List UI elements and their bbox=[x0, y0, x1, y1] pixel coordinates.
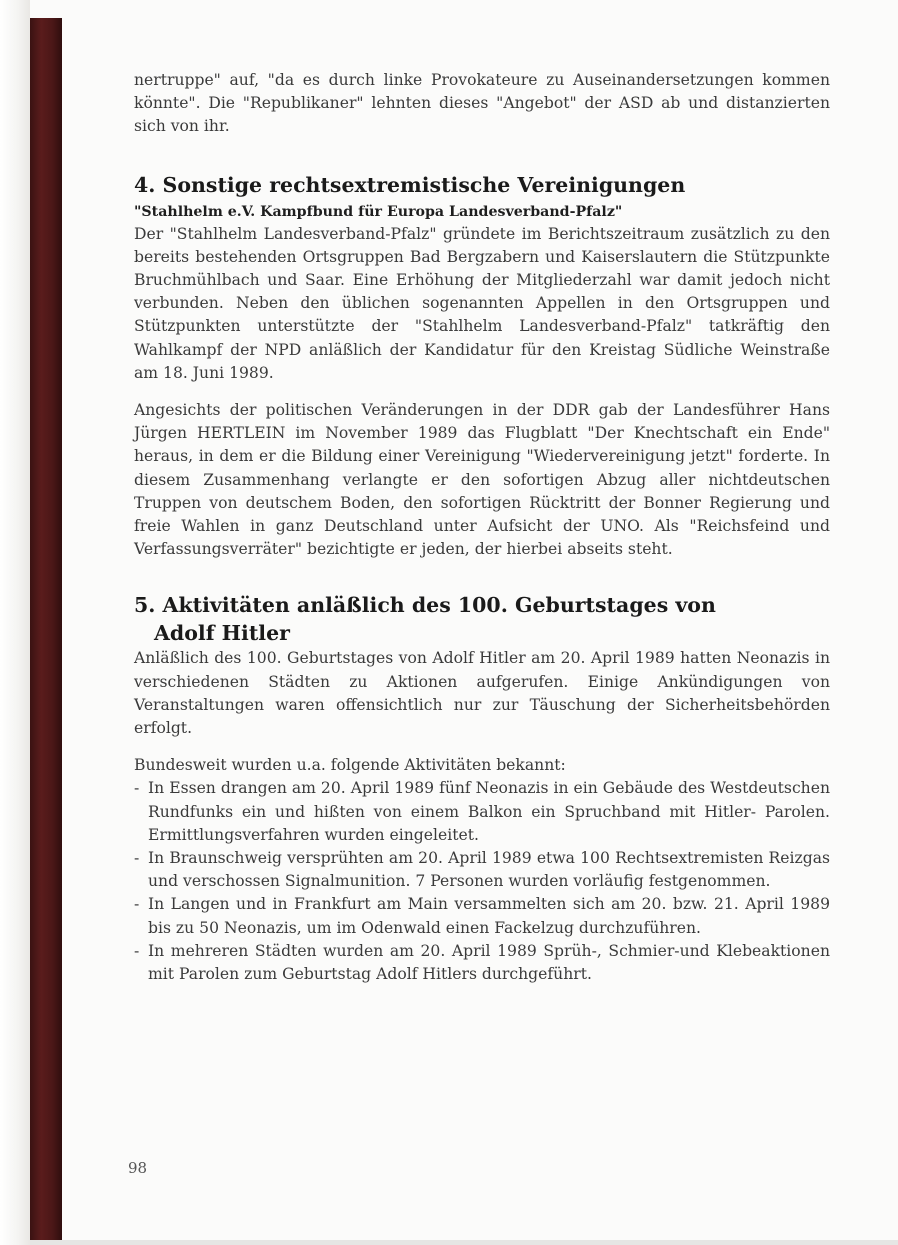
stahlhelm-subheading: "Stahlhelm e.V. Kampfbund für Europa Landesverband-Pfalz" bbox=[134, 203, 623, 220]
list-item-text: In Braunschweig versprühten am 20. April 1989 etwa 100 Rechtsextremisten Reizgas und verschossen Signalmunition. 7 Personen wurden vorläufig festgenommen. bbox=[148, 849, 830, 891]
hitler-birthday-paragraph-2: Bundesweit wurden u.a. folgende Aktivitäten bekannt: bbox=[134, 756, 566, 775]
section-5-heading-line-1: 5. Aktivitäten anläßlich des 100. Geburtstages von bbox=[134, 593, 716, 618]
scan-bottom-edge bbox=[30, 1240, 898, 1245]
continuation-paragraph: nertruppe" auf, "da es durch linke Provokateure zu Auseinandersetzungen kommen könnte". Die "Republikaner" lehnten dieses "Angebot" der ASD ab und distanzierten sich von ihr. bbox=[134, 71, 830, 136]
bullet-marker: - bbox=[134, 941, 140, 960]
stahlhelm-paragraph-2: Angesichts der politischen Veränderungen in der DDR gab der Landesführer Hans Jürgen HERTLEIN im November 1989 das Flugblatt "Der Knechtschaft ein Ende" heraus, in dem er die Bildung einer Vereinigung "Wiedervereinigung jetzt" forderte. In diesem Zusammenhang verlangte er den sofortigen Abzug aller nichtdeutschen Truppen von deutschem Boden, den sofortigen Rücktritt der Bonner Regierung und freie Wahlen in ganz Deutschland unter Aufsicht der UNO. Als "Reichsfeind und Verfassungsverräter" bezichtigte er jeden, der hierbei abseits steht. bbox=[134, 401, 830, 559]
list-item bbox=[134, 847, 830, 893]
stahlhelm-paragraph-1: Der "Stahlhelm Landesverband-Pfalz" gründete im Berichtszeitraum zusätzlich zu den bereits bestehenden Ortsgruppen Bad Bergzabern und Kaiserslautern die Stützpunkte Bruchmühlbach und Saar. Eine Erhöhung der Mitgliederzahl war damit jedoch nicht verbunden. Neben den üblichen sogenannten Appellen in den Ortsgruppen und Stützpunkten unterstützte der "Stahlhelm Landesverband-Pfalz" tatkräftig den Wahlkampf der NPD anläßlich der Kandidatur für den Kreistag Südliche Weinstraße am 18. Juni 1989. bbox=[134, 224, 830, 382]
page-number: 98 bbox=[128, 1159, 148, 1177]
section-4-heading: 4. Sonstige rechtsextremistische Vereinigungen bbox=[134, 172, 686, 197]
bullet-marker: - bbox=[134, 849, 140, 868]
list-item-text: In Langen und in Frankfurt am Main versammelten sich am 20. bzw. 21. April 1989 bis zu 50 Neonazis, um im Odenwald einen Fackelzug durchzuführen. bbox=[148, 895, 830, 937]
list-item-text: In Essen drangen am 20. April 1989 fünf Neonazis in ein Gebäude des Westdeutschen Rundfunks ein und hißten von einem Balkon ein Spruchband mit Hitler- Parolen. Ermittlungsverfahren wurden eingeleitet. bbox=[148, 779, 830, 844]
bullet-marker: - bbox=[134, 895, 140, 914]
activities-list bbox=[134, 777, 830, 986]
list-item bbox=[134, 777, 830, 847]
book-binding-strip bbox=[30, 18, 62, 1243]
section-5-heading bbox=[134, 591, 830, 647]
scan-left-margin bbox=[0, 0, 30, 1245]
list-item bbox=[134, 893, 830, 939]
bullet-marker: - bbox=[134, 779, 140, 798]
section-5-heading-line-2: Adolf Hitler bbox=[154, 621, 290, 646]
list-item-text: In mehreren Städten wurden am 20. April 1989 Sprüh-, Schmier-und Klebeaktionen mit Parolen zum Geburtstag Adolf Hitlers durchgeführt. bbox=[148, 941, 830, 984]
list-item bbox=[134, 940, 830, 986]
page-content bbox=[134, 69, 830, 986]
hitler-birthday-paragraph-1: Anläßlich des 100. Geburtstages von Adolf Hitler am 20. April 1989 hatten Neonazis in verschiedenen Städten zu Aktionen aufgerufen. Einige Ankündigungen von Veranstaltungen waren offensichtlich nur zur Täuschung der Sicherheitsbehörden erfolgt. bbox=[134, 649, 830, 738]
